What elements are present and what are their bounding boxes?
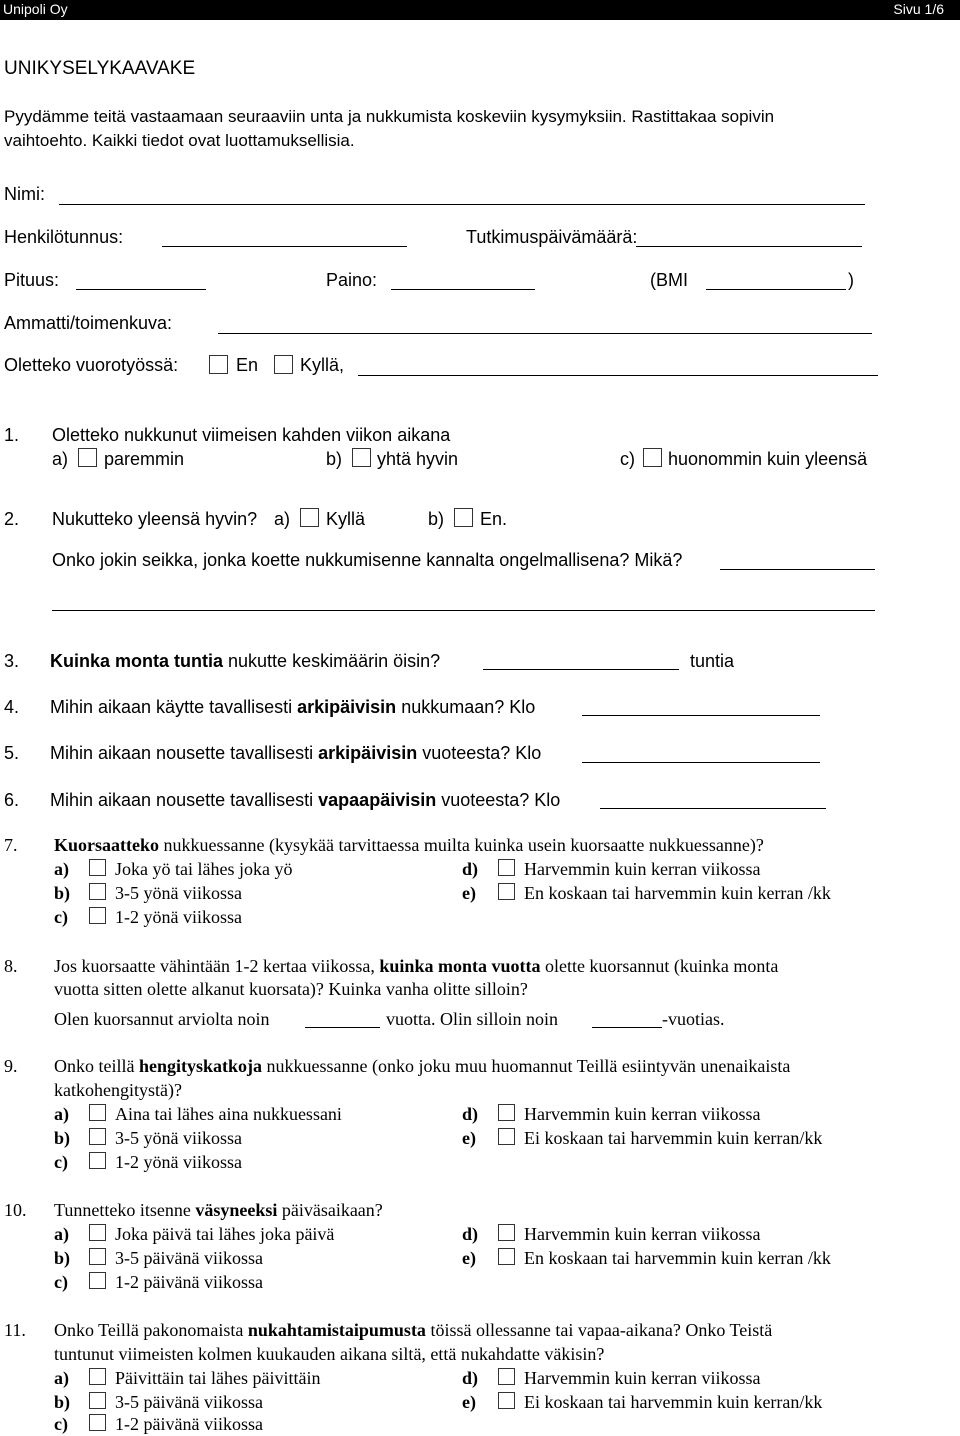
name-field[interactable] [59,204,865,205]
q11-d-label: Harvemmin kuin kerran viikossa [524,1368,761,1388]
q7-c-checkbox[interactable] [89,907,106,924]
occupation-field[interactable] [218,333,872,334]
bmi-close: ) [848,270,854,290]
shift-label: Oletteko vuorotyössä: [4,355,179,375]
q7-a-checkbox[interactable] [89,859,106,876]
q1-a-letter: a) [52,449,69,469]
q1-a-label: paremmin [104,449,185,469]
q10-c-checkbox[interactable] [89,1272,106,1289]
q6-time-field[interactable] [600,808,826,809]
q10-d-checkbox[interactable] [498,1224,515,1241]
q9-c-label: 1-2 yönä viikossa [115,1152,242,1172]
q2-a-checkbox[interactable] [300,508,319,527]
q7-e-letter: e) [462,883,476,903]
q11-e-letter: e) [462,1392,476,1412]
q1-c-label: huonommin kuin yleensä [668,449,868,469]
q11-a-label: Päivittäin tai lähes päivittäin [115,1368,321,1388]
q11-d-checkbox[interactable] [498,1368,515,1385]
q11-a-checkbox[interactable] [89,1368,106,1385]
q8-age-suffix: -vuotias. [662,1009,725,1029]
page-header [0,0,960,20]
q11-d-letter: d) [462,1368,479,1388]
q6-text: Mihin aikaan nousette tavallisesti vapaapäivisin vuoteesta? Klo [50,790,561,810]
q11-number: 11. [4,1320,26,1340]
q7-a-letter: a) [54,859,69,879]
shift-no-label: En [236,355,259,375]
q7-b-label: 3-5 yönä viikossa [115,883,242,903]
shift-yes-label: Kyllä, [300,355,345,375]
q11-b-checkbox[interactable] [89,1392,106,1409]
q11-c-label: 1-2 päivänä viikossa [115,1414,263,1434]
q7-e-label: En koskaan tai harvemmin kuin kerran /kk [524,883,831,903]
shift-no-checkbox[interactable] [209,355,228,374]
q10-e-label: En koskaan tai harvemmin kuin kerran /kk [524,1248,831,1268]
q9-c-checkbox[interactable] [89,1152,106,1169]
q4-time-field[interactable] [582,715,820,716]
q7-b-checkbox[interactable] [89,883,106,900]
q2-follow-up: Onko jokin seikka, jonka koette nukkumisenne kannalta ongelmallisena? Mikä? [52,550,683,570]
q10-e-checkbox[interactable] [498,1248,515,1265]
q8-text-line-2: vuotta sitten olette alkanut kuorsata)? Kuinka vanha olitte silloin? [54,979,528,999]
q11-text-line-2: tuntunut viimeisten kolmen kuukauden aikana siltä, että nukahdatte väkisin? [54,1344,605,1364]
q8-years-field[interactable] [305,1027,380,1028]
q7-d-letter: d) [462,859,479,879]
q9-b-checkbox[interactable] [89,1128,106,1145]
q7-c-letter: c) [54,907,68,927]
q11-b-label: 3-5 päivänä viikossa [115,1392,263,1412]
q11-c-checkbox[interactable] [89,1414,106,1431]
q8-years-label: Olen kuorsannut arviolta noin [54,1009,270,1029]
q10-c-letter: c) [54,1272,68,1292]
q7-text: Kuorsaatteko nukkuessanne (kysykää tarvittaessa muilta kuinka usein kuorsaatte nukkuessanne)? [54,835,764,855]
q7-c-label: 1-2 yönä viikossa [115,907,242,927]
q10-number: 10. [4,1200,27,1220]
q10-d-label: Harvemmin kuin kerran viikossa [524,1224,761,1244]
q5-number: 5. [4,743,20,763]
q2-number: 2. [4,509,20,529]
q1-b-checkbox[interactable] [352,448,371,467]
q10-d-letter: d) [462,1224,479,1244]
date-field[interactable] [636,246,862,247]
q2-a-label: Kyllä [326,509,366,529]
q2-answer-field-1[interactable] [720,569,875,570]
q8-age-field[interactable] [592,1027,662,1028]
q3-text: Kuinka monta tuntia nukutte keskimäärin öisin? [50,651,441,671]
q9-d-label: Harvemmin kuin kerran viikossa [524,1104,761,1124]
q9-a-letter: a) [54,1104,69,1124]
form-title: UNIKYSELYKAAVAKE [4,58,196,79]
q7-a-label: Joka yö tai lähes joka yö [115,859,293,879]
ssn-label: Henkilötunnus: [4,227,124,247]
q6-number: 6. [4,790,20,810]
page-number: Sivu 1/6 [893,1,944,17]
q7-d-checkbox[interactable] [498,859,515,876]
q10-a-checkbox[interactable] [89,1224,106,1241]
name-label: Nimi: [4,184,45,204]
q11-text: Onko Teillä pakonomaista nukahtamistaipumusta töissä ollessanne tai vapaa-aikana? Onko Teistä [54,1320,773,1340]
q10-c-label: 1-2 päivänä viikossa [115,1272,263,1292]
intro-line-1: Pyydämme teitä vastaamaan seuraaviin unta ja nukkumista koskeviin kysymyksiin. Rastittakaa sopivin [4,107,775,126]
q8-age-label: vuotta. Olin silloin noin [386,1009,559,1029]
company-name: Unipoli Oy [3,1,68,17]
q9-e-letter: e) [462,1128,476,1148]
ssn-field[interactable] [162,246,407,247]
q9-d-letter: d) [462,1104,479,1124]
shift-detail-field[interactable] [358,375,878,376]
q1-a-checkbox[interactable] [78,448,97,467]
weight-label: Paino: [326,270,378,290]
q7-b-letter: b) [54,883,71,903]
q7-e-checkbox[interactable] [498,883,515,900]
q1-c-checkbox[interactable] [643,448,662,467]
q10-b-letter: b) [54,1248,71,1268]
q2-a-letter: a) [274,509,291,529]
q8-number: 8. [4,956,18,976]
bmi-label: (BMI [650,270,688,290]
q10-b-label: 3-5 päivänä viikossa [115,1248,263,1268]
q9-text: Onko teillä hengityskatkoja nukkuessanne (onko joku muu huomannut Teillä esiintyvän unenaikaista [54,1056,791,1076]
q9-a-checkbox[interactable] [89,1104,106,1121]
q4-number: 4. [4,697,20,717]
q1-c-letter: c) [620,449,635,469]
q9-d-checkbox[interactable] [498,1104,515,1121]
q9-c-letter: c) [54,1152,68,1172]
q9-text-line-2: katkohengitystä)? [54,1080,182,1100]
q1-b-letter: b) [326,449,343,469]
q11-b-letter: b) [54,1392,71,1412]
date-label: Tutkimuspäivämäärä: [466,227,638,247]
occupation-label: Ammatti/toimenkuva: [4,313,173,333]
weight-field[interactable] [391,289,535,290]
q1-b-label: yhtä hyvin [377,449,459,469]
bmi-field[interactable] [706,289,846,290]
q9-e-label: Ei koskaan tai harvemmin kuin kerran/kk [524,1128,823,1148]
height-label: Pituus: [4,270,60,290]
q8-text: Jos kuorsaatte vähintään 1-2 kertaa viikossa, kuinka monta vuotta olette kuorsannut (kuinka monta [54,956,779,976]
q1-text: Oletteko nukkunut viimeisen kahden viikon aikana [52,425,451,445]
q11-a-letter: a) [54,1368,69,1388]
q2-b-label: En. [480,509,508,529]
q11-c-letter: c) [54,1414,68,1434]
q7-number: 7. [4,835,18,855]
q3-hours-field[interactable] [483,669,679,670]
q10-b-checkbox[interactable] [89,1248,106,1265]
q1-number: 1. [4,425,20,445]
q3-number: 3. [4,651,20,671]
intro-line-2: vaihtoehto. Kaikki tiedot ovat luottamuksellisia. [4,131,355,150]
q9-a-label: Aina tai lähes aina nukkuessani [115,1104,342,1124]
q2-text: Nukutteko yleensä hyvin? [52,509,258,529]
q9-e-checkbox[interactable] [498,1128,515,1145]
q4-text: Mihin aikaan käytte tavallisesti arkipäivisin nukkumaan? Klo [50,697,536,717]
q3-unit: tuntia [690,651,735,671]
height-field[interactable] [76,289,206,290]
q11-e-checkbox[interactable] [498,1392,515,1409]
q2-answer-field-2[interactable] [52,610,875,611]
shift-yes-checkbox[interactable] [274,355,293,374]
q7-d-label: Harvemmin kuin kerran viikossa [524,859,761,879]
q2-b-letter: b) [428,509,445,529]
q10-a-letter: a) [54,1224,69,1244]
q9-b-label: 3-5 yönä viikossa [115,1128,242,1148]
q11-e-label: Ei koskaan tai harvemmin kuin kerran/kk [524,1392,823,1412]
q9-b-letter: b) [54,1128,71,1148]
q10-text: Tunnetteko itsenne väsyneeksi päiväsaikaan? [54,1200,383,1220]
q2-b-checkbox[interactable] [454,508,473,527]
q9-number: 9. [4,1056,18,1076]
q10-e-letter: e) [462,1248,476,1268]
q5-time-field[interactable] [582,762,820,763]
q5-text: Mihin aikaan nousette tavallisesti arkipäivisin vuoteesta? Klo [50,743,542,763]
q10-a-label: Joka päivä tai lähes joka päivä [115,1224,335,1244]
